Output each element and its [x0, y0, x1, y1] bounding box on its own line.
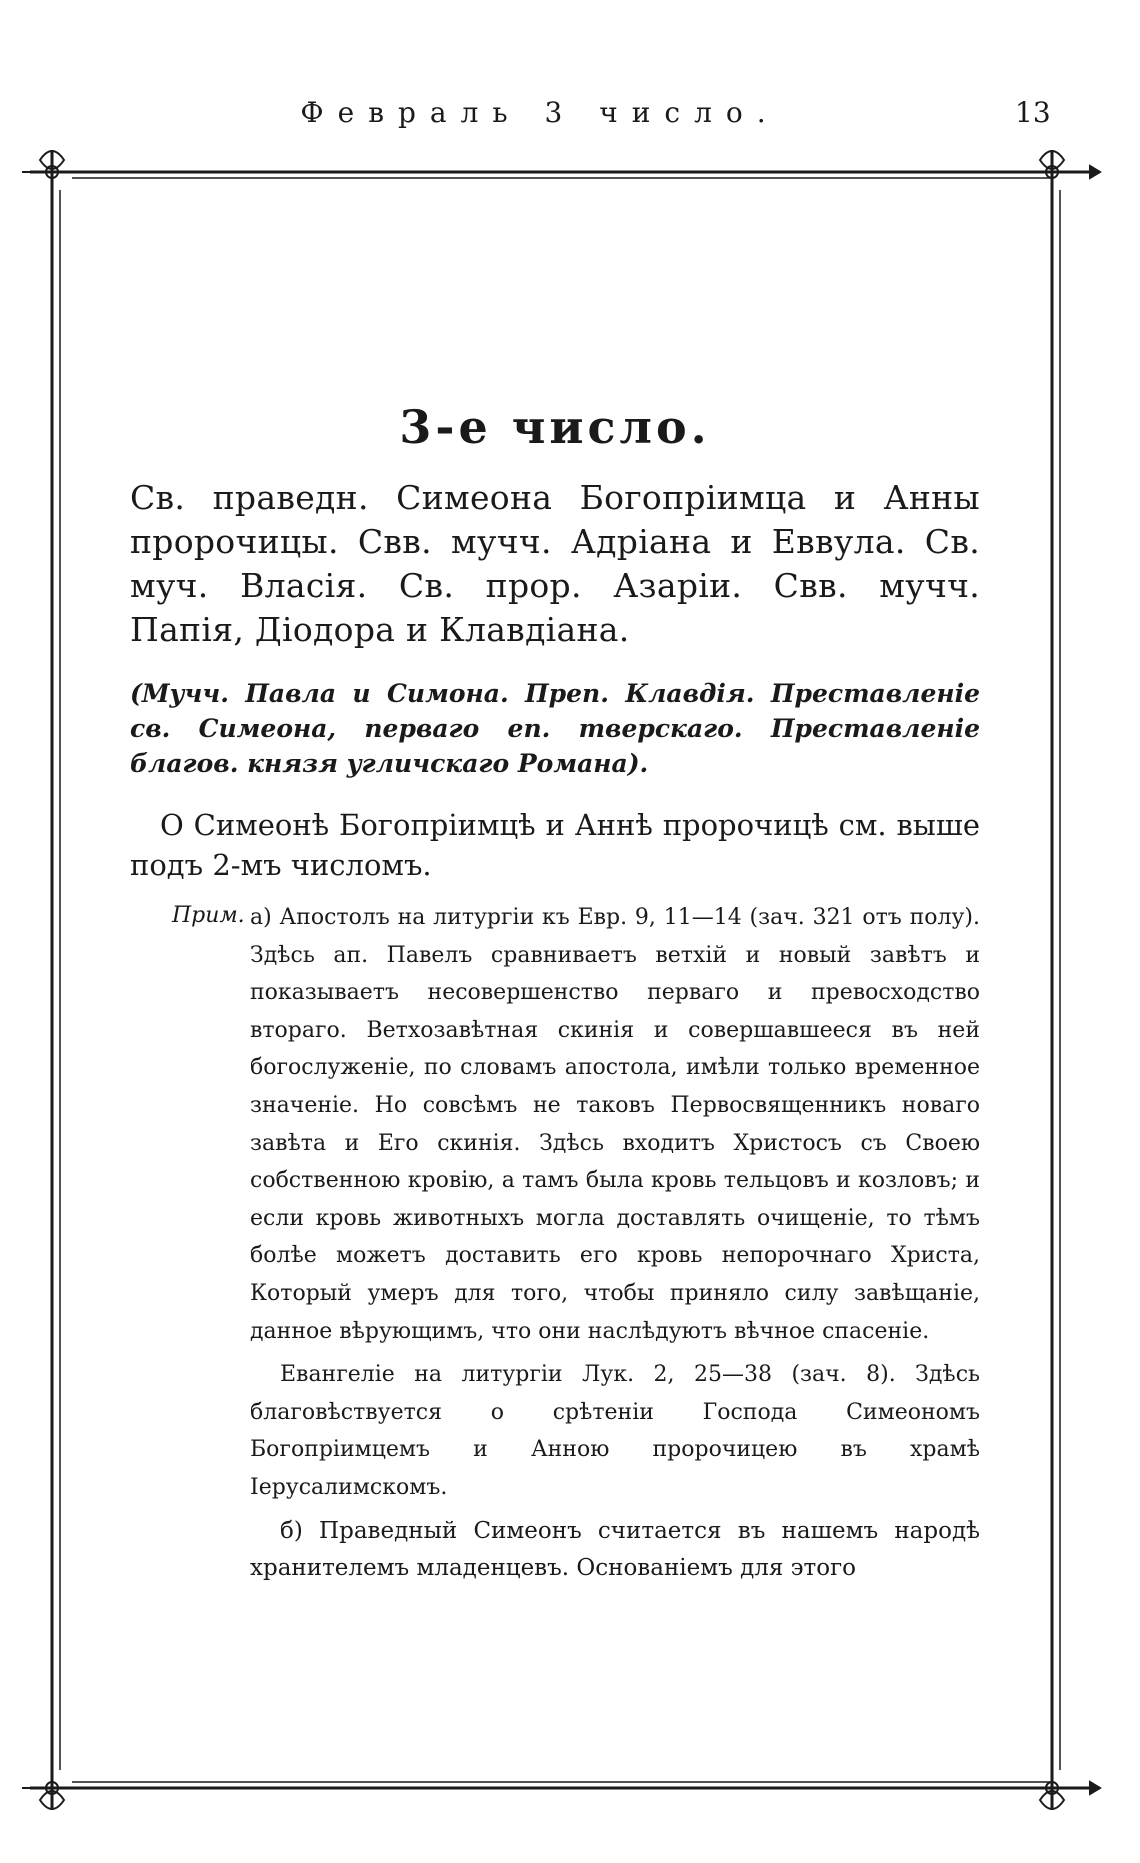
corner-ornament-icon [1024, 151, 1100, 178]
notes-body [250, 899, 980, 1588]
additional-commemoration: (Мучч. Павла и Симона. Преп. Клавдія. Преставленіе св. Симеона, перваго еп. тверскаго. Преставленіе благов. князя угличскаго Романа). [130, 679, 980, 778]
note-apostle-reading: а) Апостолъ на литургіи къ Евр. 9, 11—14 (зач. 321 отъ полу). Здѣсь ап. Павелъ сравниваетъ ветхій и новый завѣтъ и показываетъ несовершенство перваго и превосходство втораго. Ветхозавѣтная скинія и совершавшееся въ ней богослуженіе, по словамъ апостола, имѣли только временное значеніе. Но совсѣмъ не таковъ Первосвященникъ новаго завѣта и Его скинія. Здѣсь входитъ Христосъ съ Своею собственною кровію, а тамъ была кровь тельцовъ и козловъ; и если кровь животныхъ могла доставлять очищеніе, то тѣмъ болѣе можетъ доставить его кровь непорочнаго Христа, Который умеръ для того, чтобы приняло силу завѣщаніе, данное вѣрующимъ, что они наслѣдуютъ вѣчное спасеніе. [250, 905, 980, 1344]
note-gospel-reading: Евангеліе на литургіи Лук. 2, 25—38 (зач. 8). Здѣсь благовѣствуется о срѣтеніи Господа Симеономъ Богопріимцемъ и Анною пророчицею въ храмѣ Іерусалимскомъ. [250, 1362, 980, 1500]
notes-label: Прим. [172, 903, 245, 928]
saints-commemoration: Св. праведн. Симеона Богопріимца и Анны пророчицы. Свв. мучч. Адріана и Еввула. Св. муч. Власія. Св. прор. Азаріи. Свв. мучч. Папія, Діодора и Клавдіана. [130, 478, 980, 649]
corner-ornament-icon [22, 1782, 76, 1809]
chapter-title: 3-е число. [399, 400, 711, 454]
page-content [130, 400, 980, 1588]
cross-reference: О Симеонѣ Богопріимцѣ и Аннѣ пророчицѣ см. выше подъ 2-мъ числомъ. [130, 808, 980, 882]
running-head: Февраль 3 число. [300, 96, 780, 129]
notes-block [130, 899, 980, 1588]
page-number: 13 [1015, 96, 1051, 129]
note-b: б) Праведный Симеонъ считается въ нашемъ народѣ хранителемъ младенцевъ. Основаніемъ для этого [250, 1517, 980, 1582]
corner-ornament-icon [1024, 1782, 1100, 1809]
corner-ornament-icon [22, 151, 76, 178]
